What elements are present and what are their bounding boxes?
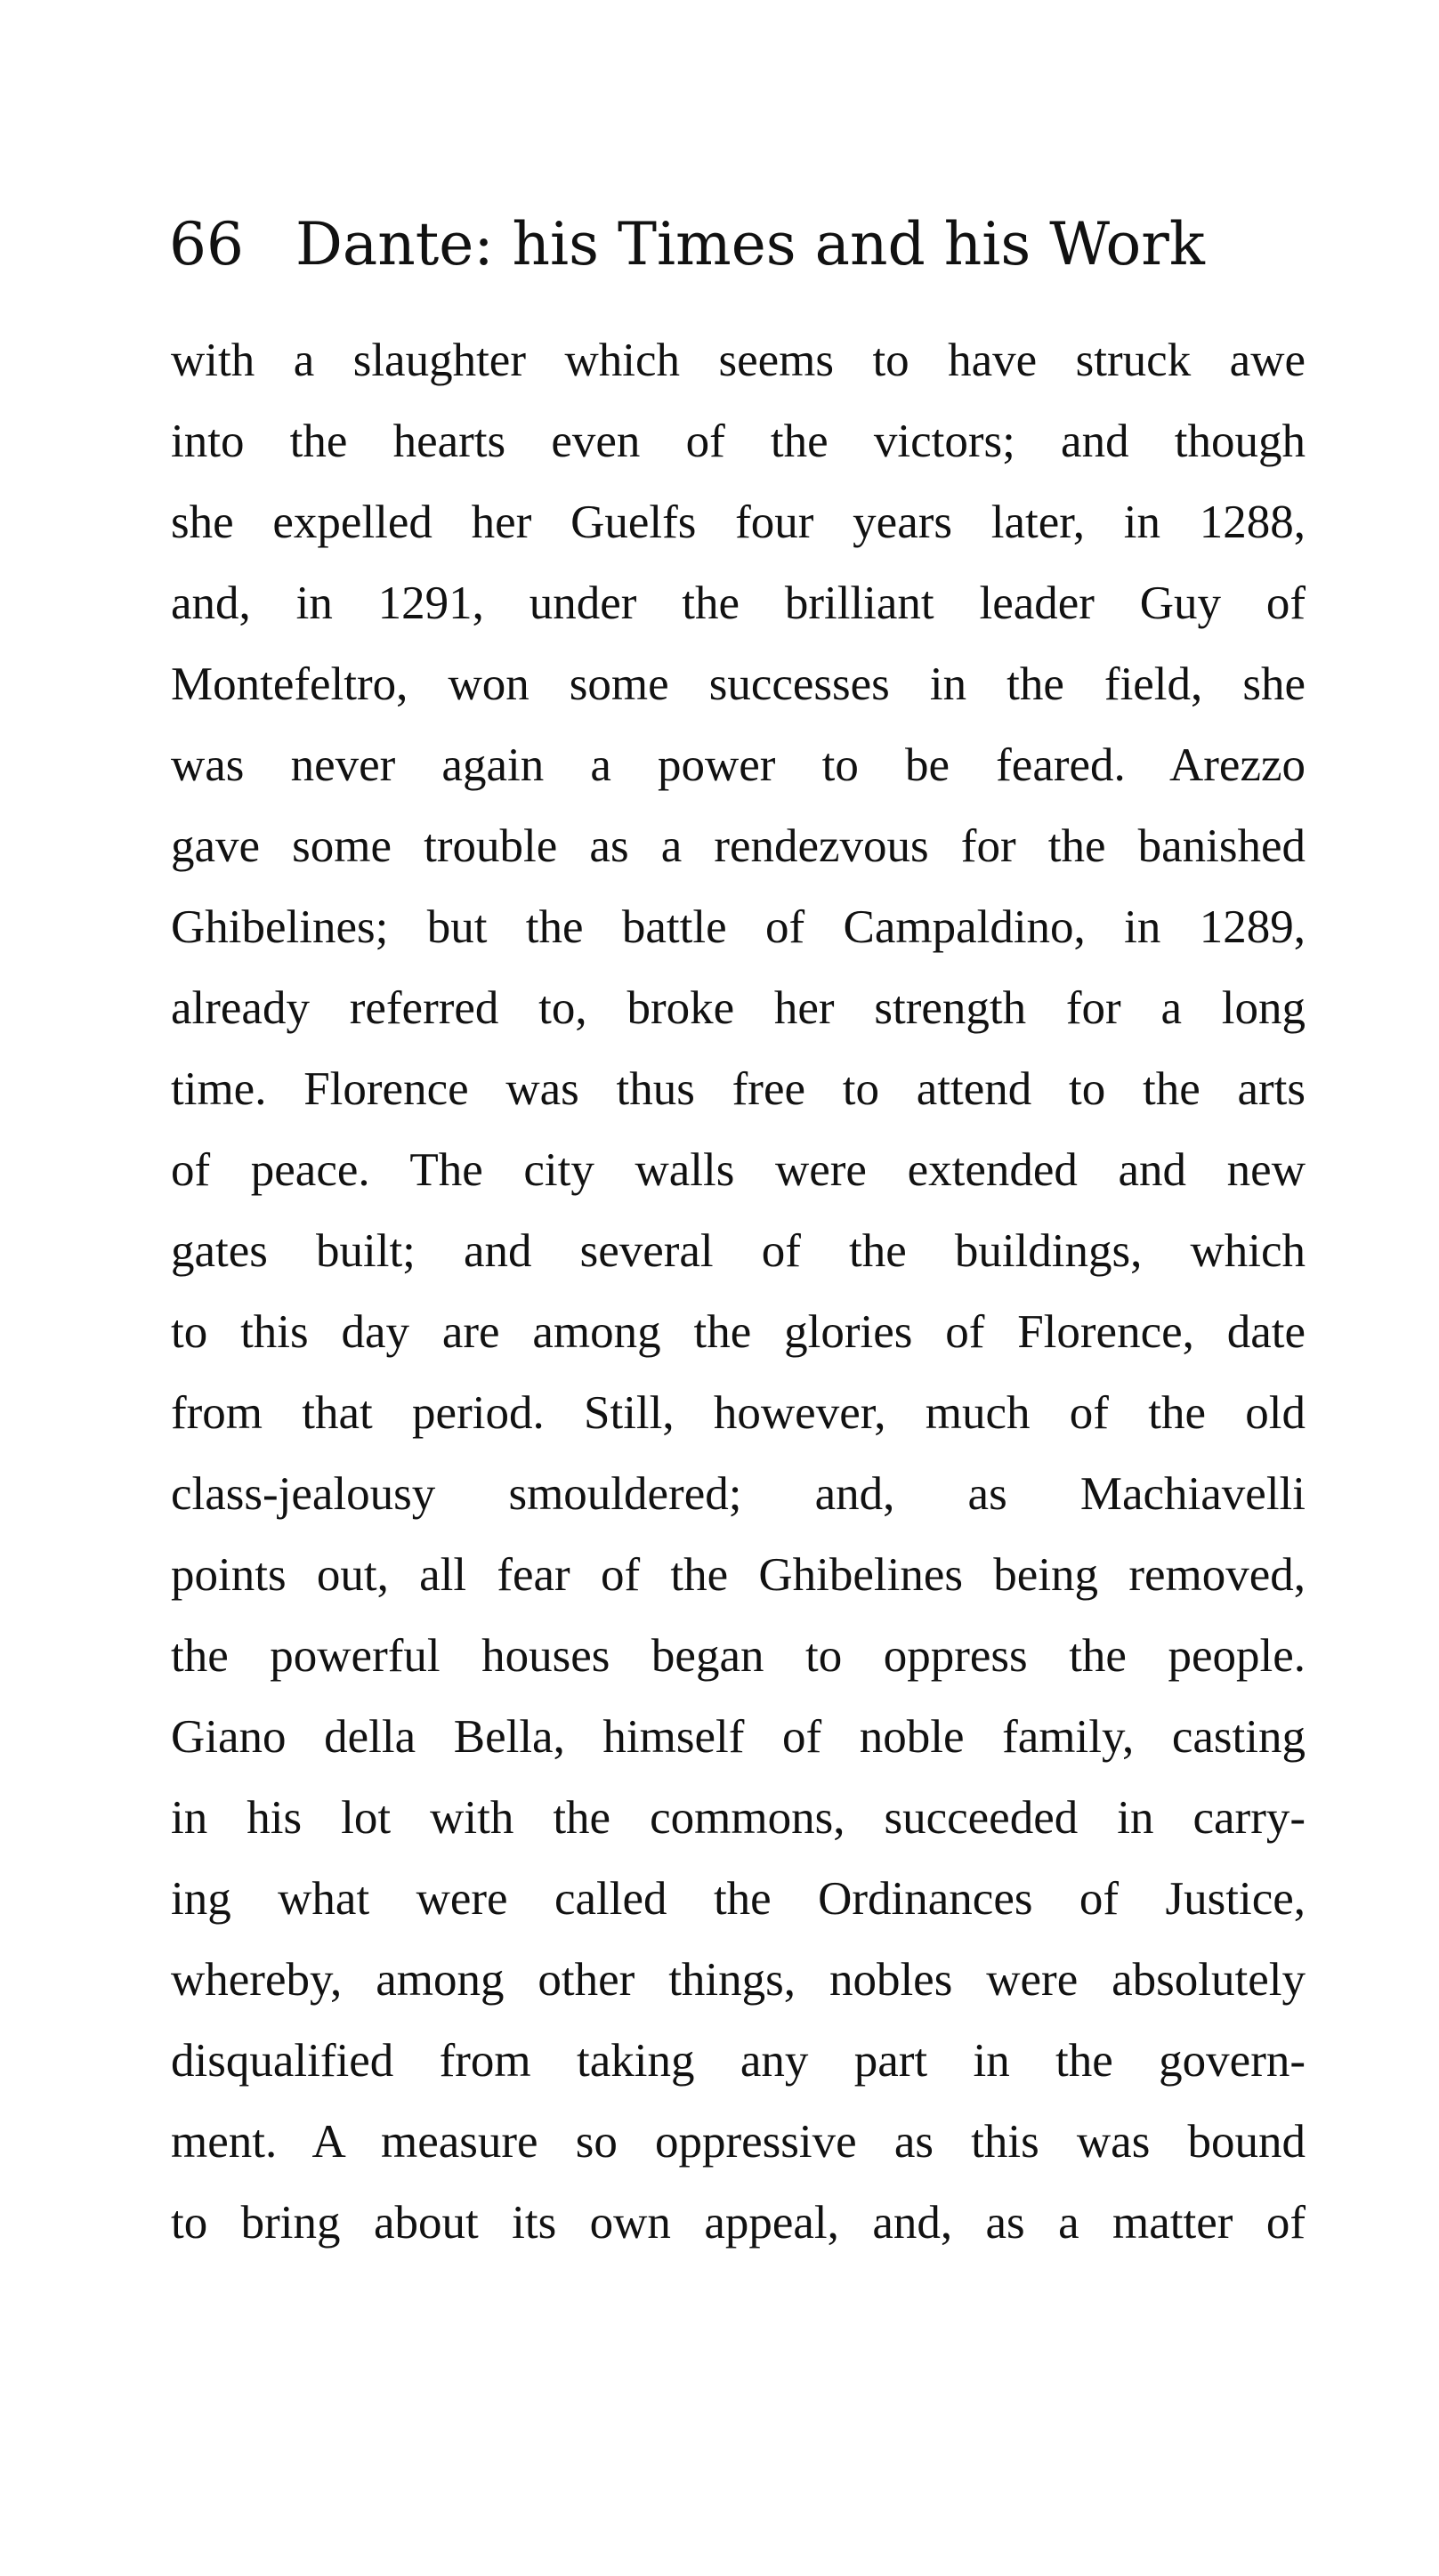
text-line: class-jealousy smouldered; and, as Machiavelli bbox=[171, 1468, 1306, 1520]
text-line: whereby, among other things, nobles were absolutely bbox=[171, 1954, 1306, 2006]
page-number: 66 bbox=[169, 210, 244, 279]
text-line: the powerful houses began to oppress the people. bbox=[171, 1630, 1306, 1682]
text-line: into the hearts even of the victors; and though bbox=[171, 416, 1306, 467]
text-line: of peace. The city walls were extended and new bbox=[171, 1144, 1306, 1196]
text-line: and, in 1291, under the brilliant leader Guy of bbox=[171, 577, 1306, 629]
body-paragraph bbox=[171, 320, 1306, 2264]
text-line: she expelled her Guelfs four years later, in 1288, bbox=[171, 497, 1306, 548]
text-line: Ghibelines; but the battle of Campaldino, in 1289, bbox=[171, 901, 1306, 953]
text-line: was never again a power to be feared. Arezzo bbox=[171, 739, 1306, 791]
text-line: with a slaughter which seems to have struck awe bbox=[171, 335, 1306, 386]
text-line: Montefeltro, won some successes in the field, she bbox=[171, 658, 1306, 710]
running-head bbox=[169, 200, 1317, 289]
text-line: Giano della Bella, himself of noble family, casting bbox=[171, 1711, 1306, 1763]
text-line: gates built; and several of the buildings, which bbox=[171, 1225, 1306, 1277]
text-line: gave some trouble as a rendezvous for the banished bbox=[171, 820, 1306, 872]
text-line: time. Florence was thus free to attend to the arts bbox=[171, 1063, 1306, 1115]
text-line: points out, all fear of the Ghibelines being removed, bbox=[171, 1549, 1306, 1601]
running-title: Dante: his Times and his Work bbox=[295, 210, 1205, 279]
text-line: to bring about its own appeal, and, as a matter of bbox=[171, 2197, 1306, 2249]
text-line: disqualified from taking any part in the govern- bbox=[171, 2035, 1306, 2087]
text-line: to this day are among the glories of Florence, date bbox=[171, 1306, 1306, 1358]
text-line: already referred to, broke her strength for a long bbox=[171, 982, 1306, 1034]
text-line: ing what were called the Ordinances of Justice, bbox=[171, 1873, 1306, 1925]
text-line: ment. A measure so oppressive as this was bound bbox=[171, 2116, 1306, 2168]
text-line: in his lot with the commons, succeeded in carry- bbox=[171, 1792, 1306, 1844]
text-line: from that period. Still, however, much of the old bbox=[171, 1387, 1306, 1439]
